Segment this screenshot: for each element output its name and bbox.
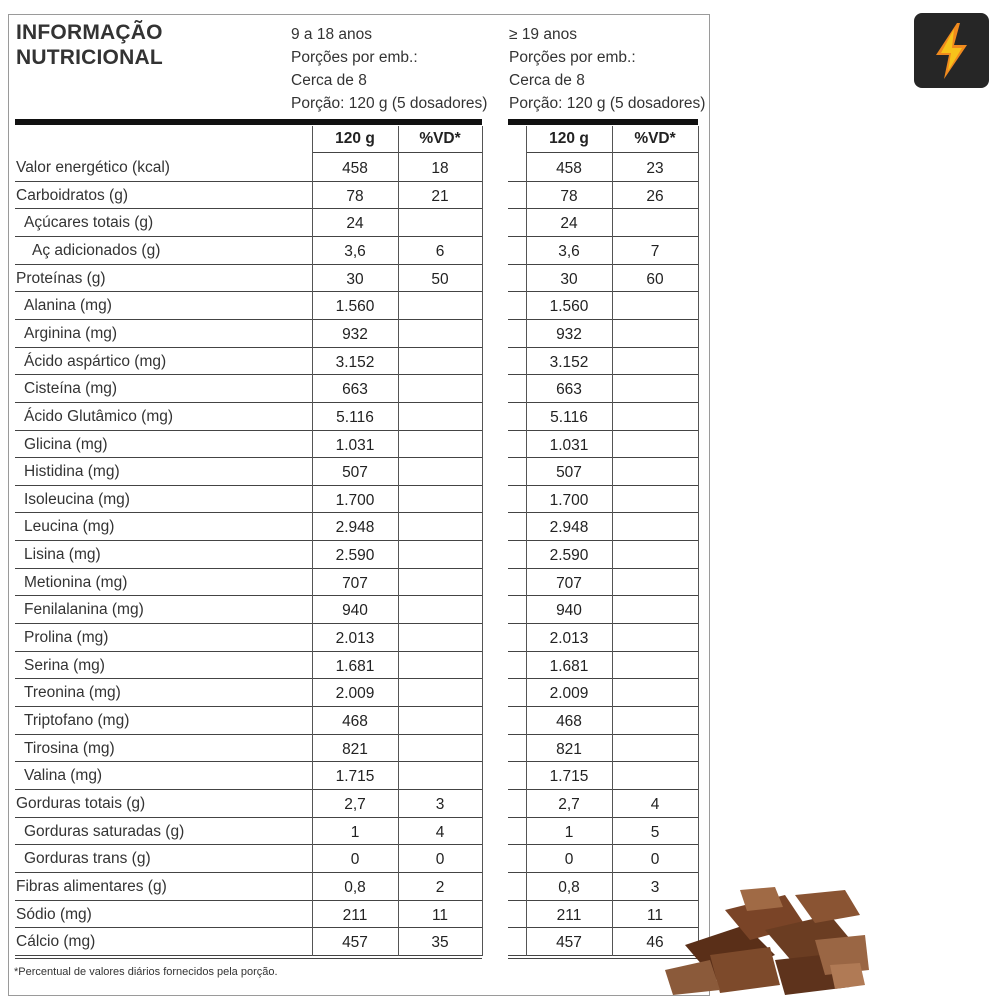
cell-amount-19-plus: 1.681 (549, 657, 589, 675)
cell-amount-9-18: 24 (346, 215, 364, 233)
cell-amount-9-18: 1.681 (335, 657, 375, 675)
group-portion: Porção: 120 g (5 dosadores) (509, 95, 706, 112)
group-header-9-18 (291, 23, 487, 115)
cell-dv-9-18 (398, 513, 482, 541)
nutrient-name: Lisina (mg) (24, 546, 101, 564)
column-separator (612, 126, 613, 956)
cell-amount-19-plus: 707 (556, 574, 582, 592)
cell-amount-19-plus: 5.116 (550, 408, 588, 426)
group-servings-value: Cerca de 8 (509, 72, 585, 89)
cell-dv-19-plus (612, 707, 698, 735)
cell-amount-19-plus: 3,6 (558, 242, 580, 260)
cell-dv-9-18 (398, 320, 482, 348)
nutrient-name: Cálcio (mg) (16, 933, 96, 951)
cell-amount-9-18: 507 (342, 464, 368, 482)
cell-dv-9-18 (398, 624, 482, 652)
cell-amount-19-plus: 78 (560, 187, 578, 205)
cell-amount-19-plus: 2.948 (549, 519, 589, 537)
cell-amount-9-18: 0 (350, 851, 360, 869)
cell-amount-19-plus: 3.152 (549, 353, 589, 371)
nutrient-name: Açúcares totais (g) (24, 214, 154, 232)
cell-dv-9-18 (398, 652, 482, 680)
cell-amount-9-18: 78 (346, 187, 364, 205)
cell-dv-19-plus: 5 (650, 823, 660, 841)
cell-dv-9-18: 0 (435, 851, 445, 869)
cell-dv-9-18: 11 (431, 906, 449, 924)
cell-amount-19-plus: 468 (556, 713, 582, 730)
cell-amount-19-plus: 2,7 (558, 795, 580, 813)
cell-amount-19-plus: 457 (556, 934, 582, 952)
cell-dv-9-18 (398, 707, 482, 735)
cell-dv-19-plus: 26 (646, 187, 664, 205)
cell-amount-9-18: 2.009 (335, 685, 375, 703)
nutrient-name: Triptofano (mg) (24, 712, 130, 729)
cell-amount-9-18: 3,6 (344, 242, 366, 260)
cell-amount-9-18: 1.031 (335, 436, 375, 454)
cell-dv-9-18 (398, 292, 482, 320)
lightning-bolt-icon[interactable] (914, 13, 989, 88)
cell-dv-19-plus (612, 569, 698, 597)
nutrient-name: Leucina (mg) (24, 518, 115, 536)
cell-dv-9-18 (398, 375, 482, 403)
cell-amount-9-18: 932 (342, 325, 368, 343)
group-servings-label: Porções por emb.: (509, 49, 636, 66)
cell-dv-19-plus: 3 (650, 878, 660, 896)
nutrient-name: Treonina (mg) (24, 684, 121, 702)
group-servings-value: Cerca de 8 (291, 72, 367, 89)
nutrient-name: Ácido Glutâmico (mg) (24, 407, 174, 425)
cell-dv-9-18 (398, 596, 482, 624)
cell-amount-19-plus: 211 (556, 906, 582, 924)
cell-dv-19-plus (612, 762, 698, 790)
nutrient-name: Proteínas (g) (16, 269, 106, 287)
nutrient-name: Gorduras totais (g) (16, 794, 146, 812)
cell-amount-9-18: 0,8 (344, 878, 366, 896)
cell-amount-19-plus: 458 (556, 160, 582, 177)
cell-amount-9-18: 663 (342, 381, 368, 399)
cell-amount-9-18: 940 (342, 602, 368, 620)
cell-dv-19-plus (612, 652, 698, 680)
cell-dv-19-plus (612, 541, 698, 569)
group-age: 9 a 18 anos (291, 26, 373, 43)
nutrient-name: Fenilalanina (mg) (24, 601, 144, 619)
cell-amount-9-18: 457 (342, 934, 368, 952)
column-separator (312, 126, 313, 956)
cell-dv-19-plus: 0 (650, 851, 660, 869)
cell-dv-9-18: 18 (431, 160, 449, 177)
group-servings-label: Porções por emb.: (291, 49, 418, 66)
cell-amount-19-plus: 0 (564, 851, 574, 869)
cell-dv-9-18 (398, 486, 482, 514)
cell-amount-9-18: 2.013 (335, 630, 375, 648)
cell-dv-9-18 (398, 431, 482, 459)
cell-dv-9-18 (398, 403, 482, 431)
cell-dv-19-plus: 7 (650, 242, 660, 260)
cell-amount-9-18: 2.590 (335, 547, 375, 565)
nutrient-name: Sódio (mg) (16, 905, 92, 923)
column-separator (398, 126, 399, 956)
cell-dv-9-18 (398, 209, 482, 237)
cell-dv-19-plus (612, 486, 698, 514)
cell-dv-19-plus (612, 292, 698, 320)
cell-dv-9-18: 3 (435, 795, 445, 813)
nutrient-name: Fibras alimentares (g) (16, 877, 167, 895)
row-divider-left (15, 955, 482, 956)
cell-amount-19-plus: 1.031 (549, 436, 589, 454)
cell-dv-9-18: 21 (431, 187, 449, 205)
cell-amount-9-18: 468 (342, 713, 368, 730)
cell-dv-9-18 (398, 348, 482, 376)
nutrient-name: Gorduras trans (g) (24, 850, 151, 868)
cell-amount-19-plus: 821 (556, 740, 582, 758)
cell-amount-9-18: 1 (350, 823, 360, 841)
nutrient-name: Gorduras saturadas (g) (24, 822, 185, 840)
cell-amount-19-plus: 0,8 (558, 878, 580, 896)
cell-dv-19-plus (612, 513, 698, 541)
cell-dv-19-plus (612, 458, 698, 486)
cell-dv-19-plus: 46 (646, 934, 664, 952)
nutrient-name: Carboidratos (g) (16, 186, 128, 204)
cell-amount-9-18: 3.152 (335, 353, 375, 371)
nutrient-name: Valor energético (kcal) (16, 159, 170, 176)
cell-amount-19-plus: 1 (564, 823, 574, 841)
cell-dv-19-plus (612, 320, 698, 348)
group-portion: Porção: 120 g (5 dosadores) (291, 95, 488, 112)
cell-dv-9-18: 4 (435, 823, 445, 841)
cell-amount-9-18: 458 (342, 160, 368, 177)
nutrient-name: Arginina (mg) (24, 324, 118, 342)
cell-dv-19-plus (612, 679, 698, 707)
column-header-amount-1: 120 g (335, 130, 375, 147)
column-header-amount-2: 120 g (549, 130, 589, 147)
cell-dv-19-plus (612, 403, 698, 431)
column-header-dv-2: %VD* (634, 130, 676, 147)
cell-dv-19-plus (612, 348, 698, 376)
nutrient-name: Serina (mg) (24, 656, 105, 674)
cell-amount-9-18: 2.948 (335, 519, 375, 537)
cell-dv-19-plus (612, 735, 698, 763)
column-header-dv-1: %VD* (419, 130, 461, 147)
cell-amount-19-plus: 2.013 (549, 630, 589, 648)
nutrient-name: Alanina (mg) (24, 297, 112, 315)
header-rule-left (15, 119, 482, 125)
cell-amount-9-18: 2,7 (344, 795, 366, 813)
cell-amount-19-plus: 663 (556, 381, 582, 399)
cell-dv-9-18: 2 (435, 878, 445, 896)
cell-amount-19-plus: 1.700 (549, 491, 589, 509)
cell-amount-19-plus: 2.590 (549, 547, 589, 565)
group-age: ≥ 19 anos (509, 26, 577, 43)
cell-dv-9-18: 35 (431, 934, 449, 952)
cell-dv-19-plus: 23 (646, 160, 664, 177)
footnote: *Percentual de valores diários fornecidos pela porção. (14, 966, 278, 978)
cell-amount-19-plus: 940 (556, 602, 582, 620)
nutrient-name: Glicina (mg) (24, 435, 108, 453)
label-title (16, 20, 163, 70)
cell-amount-9-18: 707 (342, 574, 368, 592)
cell-dv-9-18 (398, 762, 482, 790)
header-underline-left (312, 152, 482, 153)
cell-amount-19-plus: 2.009 (549, 685, 589, 703)
cell-amount-19-plus: 1.715 (549, 768, 589, 786)
cell-dv-9-18 (398, 679, 482, 707)
nutrient-name: Prolina (mg) (24, 629, 109, 647)
cell-dv-9-18: 6 (435, 242, 445, 260)
cell-dv-19-plus: 4 (650, 795, 660, 813)
cell-amount-9-18: 30 (346, 270, 364, 288)
cell-dv-19-plus: 60 (646, 270, 664, 288)
cell-dv-9-18 (398, 735, 482, 763)
column-separator (482, 126, 483, 956)
cell-amount-9-18: 1.700 (335, 491, 375, 509)
nutrient-name: Cisteína (mg) (24, 380, 118, 398)
cell-dv-19-plus (612, 431, 698, 459)
cell-dv-9-18: 50 (431, 270, 449, 288)
cell-dv-19-plus (612, 375, 698, 403)
nutrient-name: Metionina (mg) (24, 573, 128, 591)
cell-amount-19-plus: 24 (560, 215, 578, 233)
cell-amount-19-plus: 1.560 (549, 298, 589, 316)
cell-amount-19-plus: 932 (556, 325, 582, 343)
cell-amount-9-18: 1.560 (335, 298, 375, 316)
cell-dv-9-18 (398, 541, 482, 569)
group-header-19-plus (509, 23, 705, 115)
nutrient-name: Tirosina (mg) (24, 739, 115, 757)
nutrient-name: Ácido aspártico (mg) (24, 352, 167, 370)
nutrient-name: Isoleucina (mg) (24, 490, 130, 508)
title-line-1: INFORMAÇÃO (16, 21, 163, 44)
cell-dv-19-plus (612, 596, 698, 624)
cell-amount-9-18: 5.116 (336, 408, 374, 426)
title-line-2: NUTRICIONAL (16, 46, 163, 69)
cell-amount-19-plus: 507 (556, 464, 582, 482)
table-bottom-rule (15, 958, 482, 959)
cell-dv-9-18 (398, 458, 482, 486)
nutrient-name: Valina (mg) (24, 767, 103, 785)
column-separator (526, 126, 527, 956)
cell-amount-19-plus: 30 (560, 270, 578, 288)
cell-amount-9-18: 1.715 (335, 768, 375, 786)
nutrient-name: Histidina (mg) (24, 463, 120, 481)
header-rule-right (508, 119, 698, 125)
cell-dv-19-plus (612, 209, 698, 237)
chocolate-pieces-icon (655, 885, 870, 997)
cell-amount-9-18: 821 (342, 740, 368, 758)
cell-dv-19-plus: 11 (646, 906, 664, 924)
nutrient-name: Aç adicionados (g) (32, 241, 161, 259)
cell-amount-9-18: 211 (342, 906, 368, 924)
cell-dv-19-plus (612, 624, 698, 652)
cell-dv-9-18 (398, 569, 482, 597)
column-separator (698, 126, 699, 956)
